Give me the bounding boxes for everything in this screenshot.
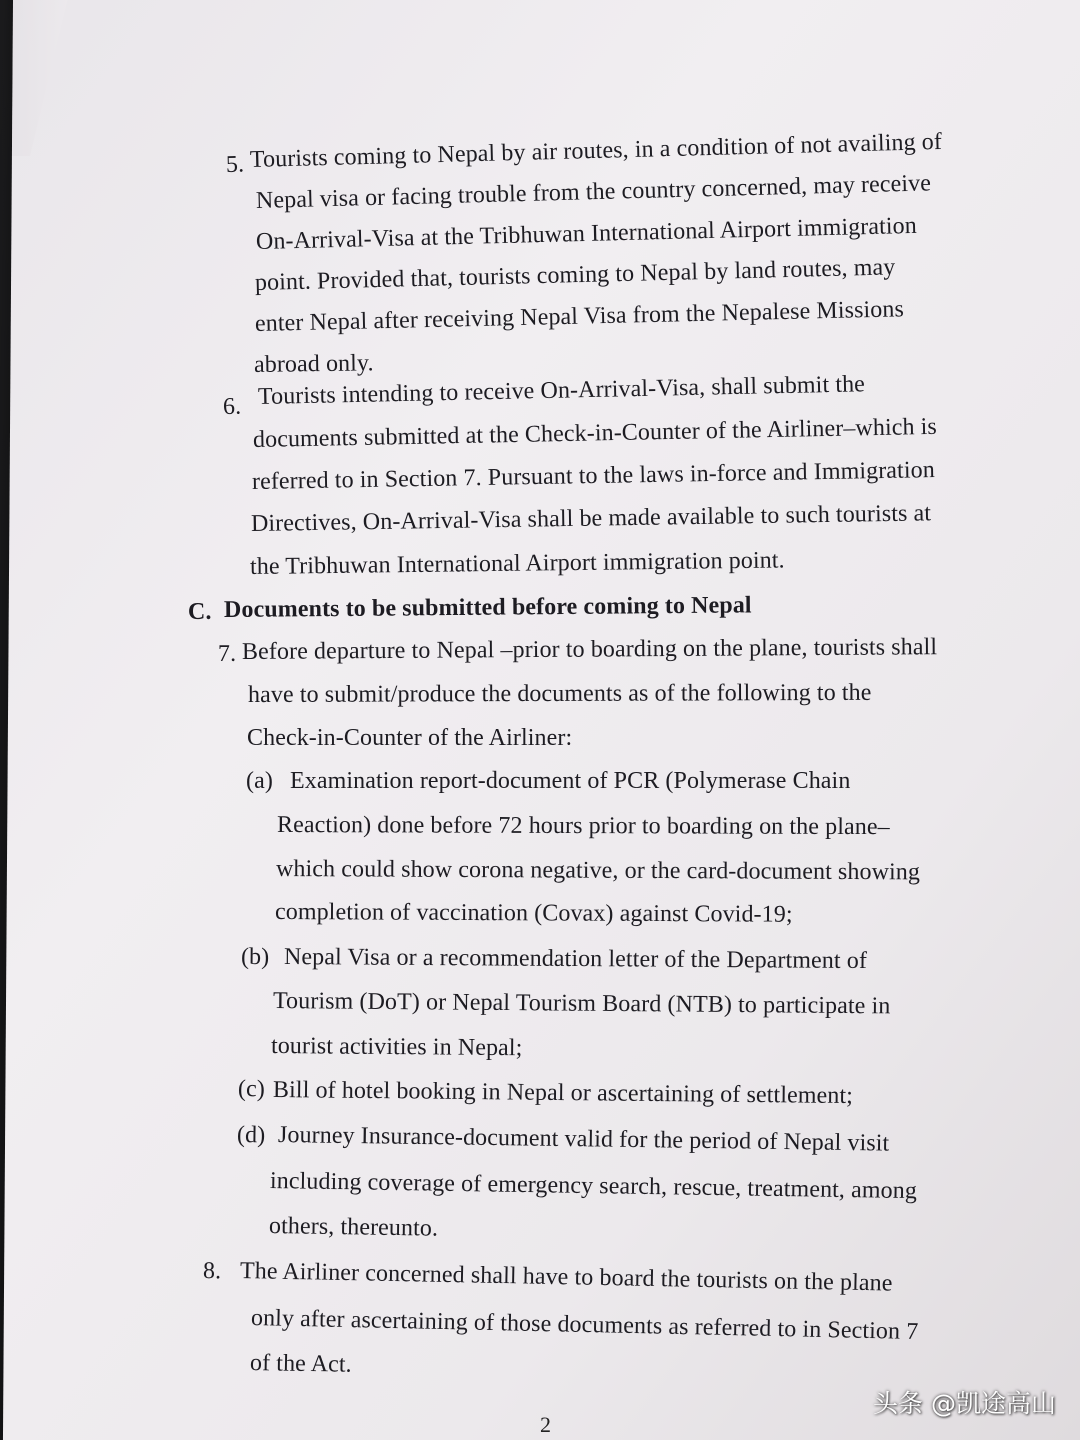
item-7a-label: (a) xyxy=(246,768,273,794)
item-7-line: have to submit/produce the documents as of the following to the xyxy=(247,679,872,708)
item-6-line: Tourists intending to receive On-Arrival-Visa, shall submit the xyxy=(257,371,866,410)
item-5-line: abroad only. xyxy=(253,350,374,378)
item-5-line: Nepal visa or facing trouble from the country concerned, may receive xyxy=(255,170,932,214)
item-7b-label: (b) xyxy=(240,944,270,971)
item-7c-line: Bill of hotel booking in Nepal or ascertaining of settlement; xyxy=(272,1077,854,1110)
item-7-number: 7. xyxy=(217,640,237,667)
item-7b-line: Nepal Visa or a recommendation letter of the Department of xyxy=(283,944,868,975)
item-5-line: On-Arrival-Visa at the Tribhuwan International Airport immigration xyxy=(255,212,918,255)
item-7d-line: others, thereunto. xyxy=(268,1213,439,1242)
item-7-line: Before departure to Nepal –prior to boarding on the plane, tourists shall xyxy=(241,634,938,665)
section-c-title: Documents to be submitted before coming to Nepal xyxy=(223,592,752,623)
item-6-line: documents submitted at the Check-in-Counter of the Airliner–which is xyxy=(252,413,938,453)
item-8-line: only after ascertaining of those documents as referred to in Section 7 xyxy=(250,1305,919,1345)
item-7b-line: Tourism (DoT) or Nepal Tourism Board (NTB) to participate in xyxy=(272,988,891,1020)
item-5-number: 5. xyxy=(225,151,245,178)
item-7a-line: Reaction) done before 72 hours prior to boarding on the plane– xyxy=(276,812,890,841)
item-7a-line: Examination report-document of PCR (Polymerase Chain xyxy=(290,768,851,794)
item-6-line: Directives, On-Arrival-Visa shall be made available to such tourists at xyxy=(250,500,932,537)
item-6-line: the Tribhuwan International Airport immigration point. xyxy=(249,547,785,580)
item-7b-line: tourist activities in Nepal; xyxy=(270,1033,523,1062)
item-7a-line: which could show corona negative, or the card-document showing xyxy=(275,856,921,886)
item-5-line: enter Nepal after receiving Nepal Visa from the Nepalese Missions xyxy=(254,296,905,337)
item-7d-line: including coverage of emergency search, rescue, treatment, among xyxy=(269,1168,918,1205)
item-5-line: Tourists coming to Nepal by air routes, in a condition of not availing of xyxy=(249,128,943,173)
item-7d-line: Journey Insurance-document valid for the period of Nepal visit xyxy=(277,1122,890,1157)
item-6-line: referred to in Section 7. Pursuant to the laws in-force and Immigration xyxy=(251,457,936,495)
page-number: 2 xyxy=(540,1412,551,1437)
item-5-line: point. Provided that, tourists coming to Nepal by land routes, may xyxy=(254,254,896,296)
watermark: 头条 @凯途高山 xyxy=(873,1389,1056,1418)
item-8-line: The Airliner concerned shall have to board the tourists on the plane xyxy=(239,1258,893,1297)
section-c-letter: C. xyxy=(187,598,212,625)
item-7a-line: completion of vaccination (Covax) against Covid-19; xyxy=(274,899,793,928)
item-6-number: 6. xyxy=(222,393,242,420)
item-8-line: of the Act. xyxy=(249,1350,352,1378)
item-8-number: 8. xyxy=(202,1258,222,1285)
item-7c-label: (c) xyxy=(237,1076,266,1103)
item-7d-label: (d) xyxy=(236,1122,266,1149)
item-7-line: Check-in-Counter of the Airliner: xyxy=(247,725,573,751)
